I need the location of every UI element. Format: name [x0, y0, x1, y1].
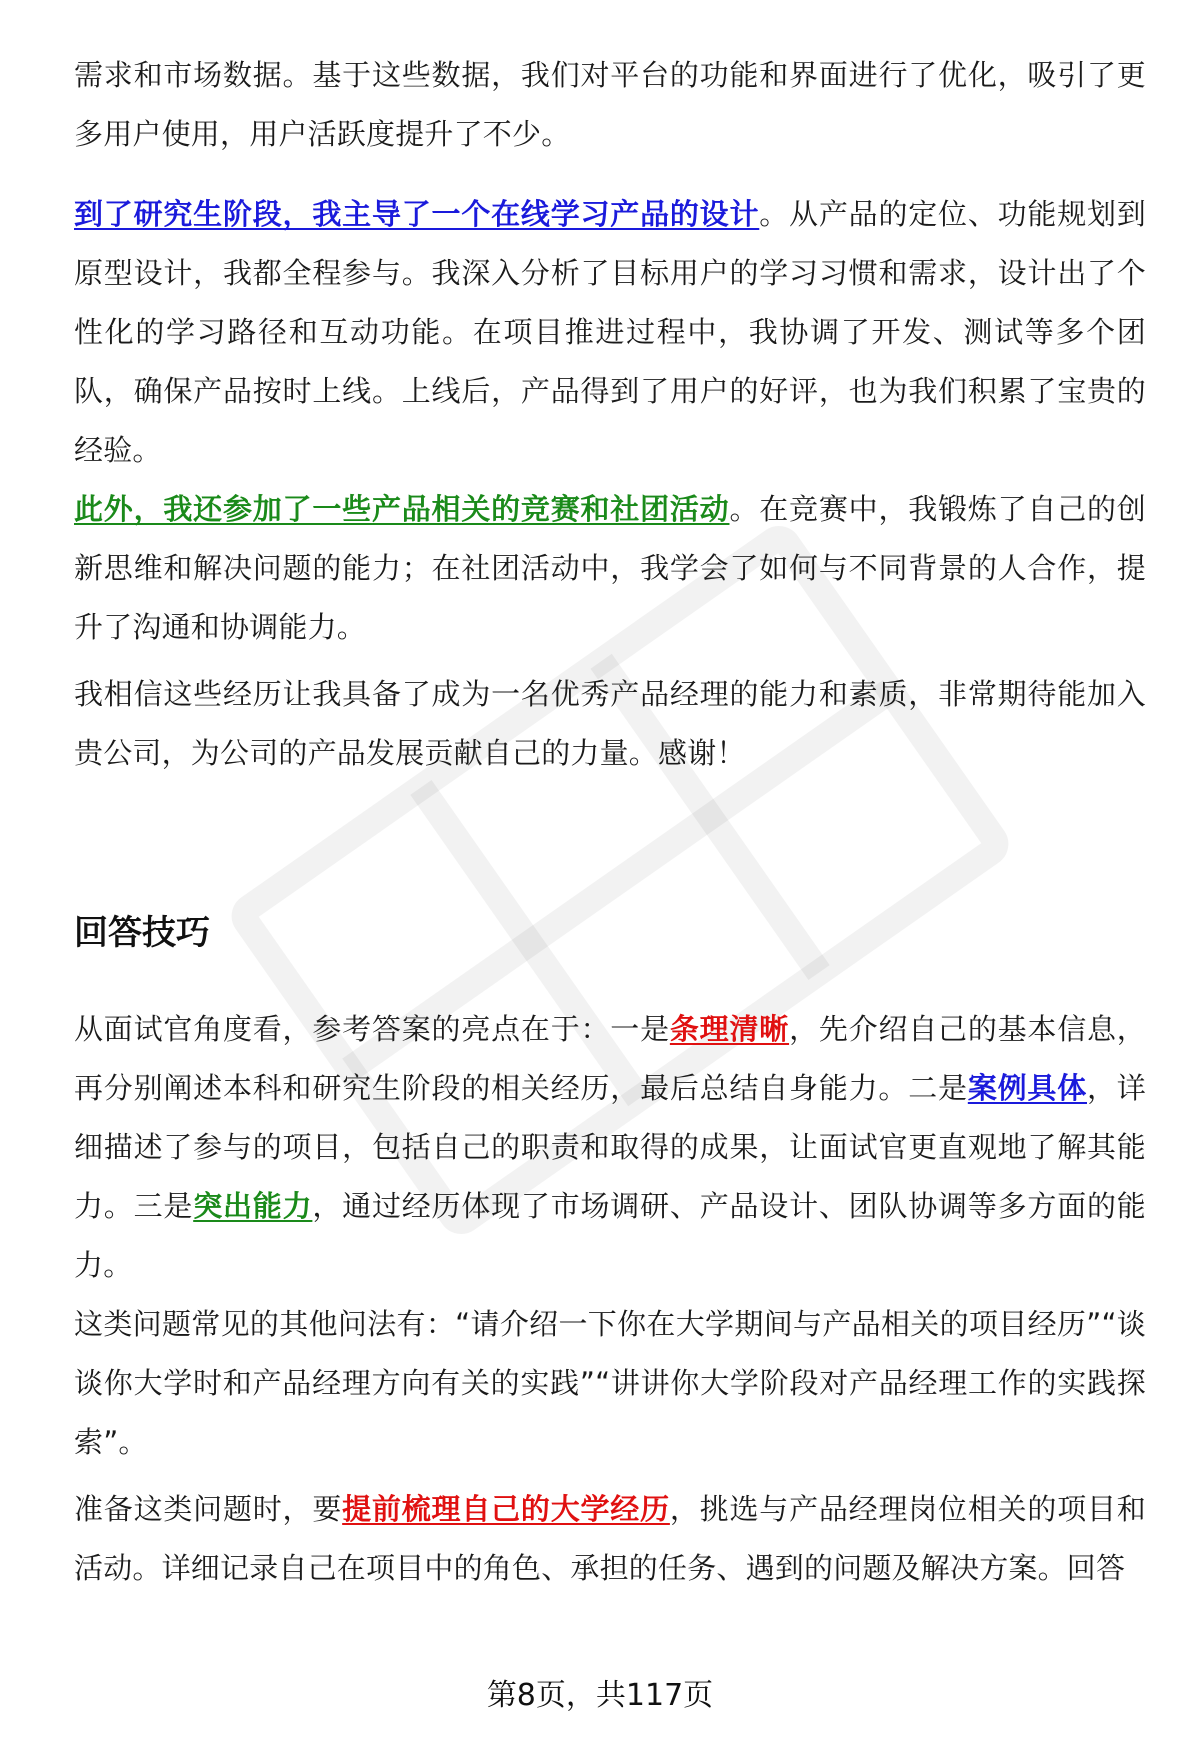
paragraph-1-text: 需求和市场数据。基于这些数据，我们对平台的功能和界面进行了优化，吸引了更多用户使用，用户活跃度提升了不少。 — [74, 58, 1146, 151]
highlight-specific-cases: 案例具体 — [967, 1071, 1087, 1105]
tip-1-text-d: ，通过经历体现了市场调研、产品设计、团队协调等多方面的能力。 — [74, 1189, 1146, 1282]
paragraph-3 — [74, 480, 1146, 657]
highlight-graduate-design: 到了研究生阶段，我主导了一个在线学习产品的设计 — [74, 197, 760, 231]
highlight-competitions: 此外，我还参加了一些产品相关的竞赛和社团活动 — [74, 492, 730, 526]
highlight-show-ability: 突出能力 — [193, 1189, 313, 1223]
tip-2-text: 这类问题常见的其他问法有：“请介绍一下你在大学期间与产品相关的项目经历”“谈谈你大学时和产品经理方向有关的实践”“讲讲你大学阶段对产品经理工作的实践探索”。 — [74, 1307, 1146, 1459]
tip-paragraph-1 — [74, 1000, 1146, 1295]
page-number: 第8页，共117页 — [486, 1678, 714, 1713]
tip-paragraph-2 — [74, 1295, 1146, 1472]
paragraph-3-text: 。在竞赛中，我锻炼了自己的创新思维和解决问题的能力；在社团活动中，我学会了如何与不同背景的人合作，提升了沟通和协调能力。 — [74, 492, 1146, 644]
highlight-clear-structure: 条理清晰 — [669, 1012, 790, 1046]
section-heading: 回答技巧 — [74, 913, 210, 953]
tip-1-text-c: ，详细描述了参与的项目，包括自己的职责和取得的成果，让面试官更直观地了解其能力。三是 — [74, 1071, 1146, 1223]
paragraph-4 — [74, 665, 1146, 783]
highlight-review-experience: 提前梳理自己的大学经历 — [342, 1492, 670, 1526]
paragraph-4-text: 我相信这些经历让我具备了成为一名优秀产品经理的能力和素质，非常期待能加入贵公司，为公司的产品发展贡献自己的力量。感谢！ — [74, 677, 1146, 770]
paragraph-1 — [74, 46, 1146, 164]
tip-1-text-b: ，先介绍自己的基本信息，再分别阐述本科和研究生阶段的相关经历，最后总结自身能力。二是 — [74, 1012, 1146, 1105]
tip-1-text-a: 从面试官角度看，参考答案的亮点在于：一是 — [74, 1012, 670, 1046]
tip-3-text-b: ，挑选与产品经理岗位相关的项目和活动。详细记录自己在项目中的角色、承担的任务、遇到的问题及解决方案。回答 — [74, 1492, 1146, 1585]
paragraph-2-text: 。从产品的定位、功能规划到原型设计，我都全程参与。我深入分析了目标用户的学习习惯和需求，设计出了个性化的学习路径和互动功能。在项目推进过程中，我协调了开发、测试等多个团队，确保产品按时上线。上线后，产品得到了用户的好评，也为我们积累了宝贵的经验。 — [74, 197, 1146, 467]
paragraph-2 — [74, 185, 1146, 480]
tip-3-text-a: 准备这类问题时，要 — [74, 1492, 343, 1526]
tip-paragraph-3 — [74, 1480, 1146, 1598]
